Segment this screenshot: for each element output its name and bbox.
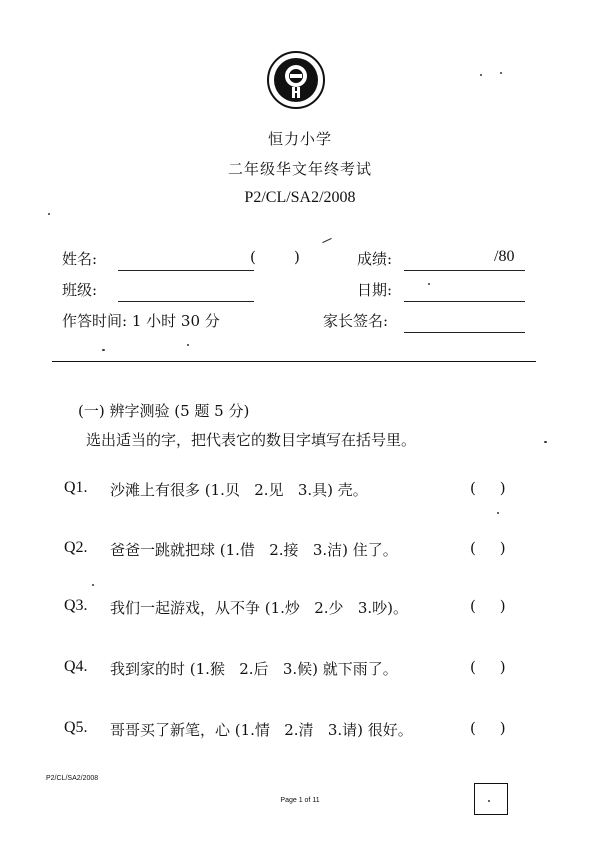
answer-paren: ( ) xyxy=(470,539,506,557)
answer-paren: ( ) xyxy=(470,658,506,676)
parent-signature-underline xyxy=(404,332,525,333)
name-label: 姓名: xyxy=(62,250,98,268)
class-label: 班级: xyxy=(62,281,98,299)
section-title: (一) 辨字测验 (5 题 5 分) xyxy=(78,402,250,420)
class-underline xyxy=(118,301,254,302)
parent-signature-label: 家长签名: xyxy=(323,312,389,330)
exam-title: 二年级华文年终考试 xyxy=(227,160,372,178)
school-crest-logo xyxy=(266,50,326,110)
question-number: Q2. xyxy=(64,539,88,556)
date-underline xyxy=(404,301,525,302)
date-label: 日期: xyxy=(357,281,393,299)
score-total: /80 xyxy=(494,248,515,265)
score-label: 成绩: xyxy=(357,250,393,268)
question-text: 哥哥买了新笔，心 (1.情 2.清 3.请) 很好。 xyxy=(110,721,413,739)
question-number: Q1. xyxy=(64,479,88,496)
question-text: 爸爸一跳就把球 (1.借 2.接 3.洁) 住了。 xyxy=(110,541,398,559)
page-number: Page 1 of 11 xyxy=(280,797,320,804)
question-text: 我到家的时 (1.猴 2.后 3.候) 就下雨了。 xyxy=(110,660,398,678)
question-number: Q4. xyxy=(64,658,88,675)
question-text: 我们一起游戏，从不争 (1.炒 2.少 3.吵)。 xyxy=(110,599,409,617)
footer-code: P2/CL/SA2/2008 xyxy=(46,775,99,782)
header-separator xyxy=(52,361,536,362)
question-number: Q5. xyxy=(64,719,88,736)
score-underline xyxy=(404,270,525,271)
time-label: 作答时间: 1 小时 30 分 xyxy=(62,312,220,330)
answer-paren: ( ) xyxy=(470,597,506,615)
answer-paren: ( ) xyxy=(470,479,506,497)
question-number: Q3. xyxy=(64,597,88,614)
answer-paren: ( ) xyxy=(470,719,506,737)
checker-signature-box xyxy=(474,783,508,815)
name-underline xyxy=(118,270,254,271)
exam-code: P2/CL/SA2/2008 xyxy=(244,189,356,206)
school-name: 恒力小学 xyxy=(267,130,332,148)
section-instruction: 选出适当的字，把代表它的数目字填写在括号里。 xyxy=(86,431,417,449)
question-text: 沙滩上有很多 (1.贝 2.见 3.具) 壳。 xyxy=(110,481,368,499)
name-paren: ( ) xyxy=(250,248,300,266)
